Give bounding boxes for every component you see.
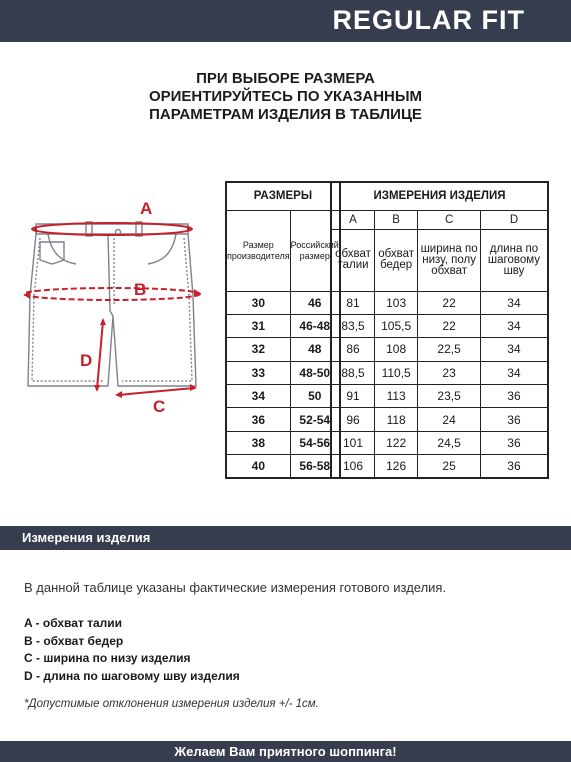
label-d: D	[80, 351, 93, 370]
value-cell: 126	[375, 455, 418, 478]
col-letter-b: B	[375, 210, 418, 229]
ru-size-cell: 54-56	[290, 431, 340, 454]
col-letter-a: A	[331, 210, 375, 229]
col-hips: обхват бедер	[375, 229, 418, 291]
ru-size-cell: 48-50	[290, 361, 340, 384]
table-row	[331, 431, 548, 454]
legend-item: D - длина по шаговому шву изделия	[24, 668, 240, 683]
measurements-table	[330, 181, 549, 479]
top-banner	[0, 0, 571, 42]
ru-size-cell: 46-48	[290, 314, 340, 337]
table-row	[331, 408, 548, 431]
value-cell: 105,5	[375, 314, 418, 337]
intro-text: В данной таблице указаны фактические измерения готового изделия.	[24, 580, 447, 595]
value-cell: 36	[480, 431, 548, 454]
shorts-diagram	[18, 196, 208, 416]
table-row	[226, 408, 340, 431]
footer-text: Желаем Вам приятного шоппинга!	[174, 744, 397, 759]
col-waist: обхват талии	[331, 229, 375, 291]
col-manufacturer-size: Размер производителя	[226, 210, 290, 291]
footer-banner	[0, 741, 571, 762]
heading-line-3: ПАРАМЕТРАМ ИЗДЕЛИЯ В ТАБЛИЦЕ	[149, 106, 422, 123]
heading-line-1: ПРИ ВЫБОРЕ РАЗМЕРА	[196, 70, 375, 87]
col-hem-width: ширина по низу, полу обхват	[418, 229, 481, 291]
table-row	[226, 338, 340, 361]
value-cell: 34	[480, 291, 548, 314]
size-cell: 38	[226, 431, 290, 454]
size-cell: 33	[226, 361, 290, 384]
value-cell: 101	[331, 431, 375, 454]
value-cell: 23	[418, 361, 481, 384]
label-a: A	[140, 199, 153, 218]
ru-size-cell: 48	[290, 338, 340, 361]
table-row	[331, 314, 548, 337]
value-cell: 34	[480, 314, 548, 337]
value-cell: 91	[331, 385, 375, 408]
value-cell: 106	[331, 455, 375, 478]
legend-item: B - обхват бедер	[24, 633, 124, 648]
size-cell: 36	[226, 408, 290, 431]
label-c: C	[153, 397, 166, 416]
ru-size-cell: 56-58	[290, 455, 340, 478]
value-cell: 23,5	[418, 385, 481, 408]
value-cell: 25	[418, 455, 481, 478]
value-cell: 110,5	[375, 361, 418, 384]
value-cell: 86	[331, 338, 375, 361]
value-cell: 108	[375, 338, 418, 361]
size-cell: 34	[226, 385, 290, 408]
ru-size-cell: 50	[290, 385, 340, 408]
sizes-table	[225, 181, 341, 479]
table-row	[226, 431, 340, 454]
legend-list	[24, 615, 240, 685]
col-letter-c: C	[418, 210, 481, 229]
legend-item: A - обхват талии	[24, 616, 123, 630]
table-row	[226, 455, 340, 478]
value-cell: 113	[375, 385, 418, 408]
sizes-table-title: РАЗМЕРЫ	[226, 182, 340, 210]
shorts-outline	[28, 222, 196, 386]
heading-line-2: ОРИЕНТИРУЙТЕСЬ ПО УКАЗАННЫМ	[148, 88, 423, 105]
table-row	[226, 361, 340, 384]
table-row	[331, 338, 548, 361]
value-cell: 24,5	[418, 431, 481, 454]
col-letter-d: D	[480, 210, 548, 229]
legend-item: C - ширина по низу изделия	[24, 651, 191, 665]
value-cell: 24	[418, 408, 481, 431]
value-cell: 36	[480, 408, 548, 431]
size-heading	[0, 70, 571, 124]
size-cell: 32	[226, 338, 290, 361]
ru-size-cell: 52-54	[290, 408, 340, 431]
tolerance-note: *Допустимые отклонения измерения изделия +/- 1см.	[24, 698, 319, 710]
table-row	[331, 455, 548, 478]
size-cell: 31	[226, 314, 290, 337]
value-cell: 88,5	[331, 361, 375, 384]
size-cell: 40	[226, 455, 290, 478]
value-cell: 22	[418, 291, 481, 314]
value-cell: 34	[480, 361, 548, 384]
col-russian-size: Российский размер	[290, 210, 340, 291]
table-row	[331, 361, 548, 384]
table-row	[226, 291, 340, 314]
section-header	[0, 526, 571, 550]
fit-title: REGULAR FIT	[332, 5, 525, 35]
table-row	[331, 291, 548, 314]
value-cell: 83,5	[331, 314, 375, 337]
value-cell: 118	[375, 408, 418, 431]
measurements-table-title: ИЗМЕРЕНИЯ ИЗДЕЛИЯ	[331, 182, 548, 210]
value-cell: 96	[331, 408, 375, 431]
value-cell: 103	[375, 291, 418, 314]
value-cell: 36	[480, 455, 548, 478]
value-cell: 22,5	[418, 338, 481, 361]
value-cell: 81	[331, 291, 375, 314]
value-cell: 22	[418, 314, 481, 337]
col-inseam: длина по шаговому шву	[480, 229, 548, 291]
measure-b	[24, 280, 200, 300]
value-cell: 34	[480, 338, 548, 361]
table-row	[226, 314, 340, 337]
table-row	[331, 385, 548, 408]
table-row	[226, 385, 340, 408]
value-cell: 122	[375, 431, 418, 454]
ru-size-cell: 46	[290, 291, 340, 314]
label-b: B	[134, 280, 147, 299]
value-cell: 36	[480, 385, 548, 408]
size-cell: 30	[226, 291, 290, 314]
measure-c	[115, 384, 197, 416]
measure-a	[32, 199, 192, 235]
section-title: Измерения изделия	[22, 530, 151, 545]
